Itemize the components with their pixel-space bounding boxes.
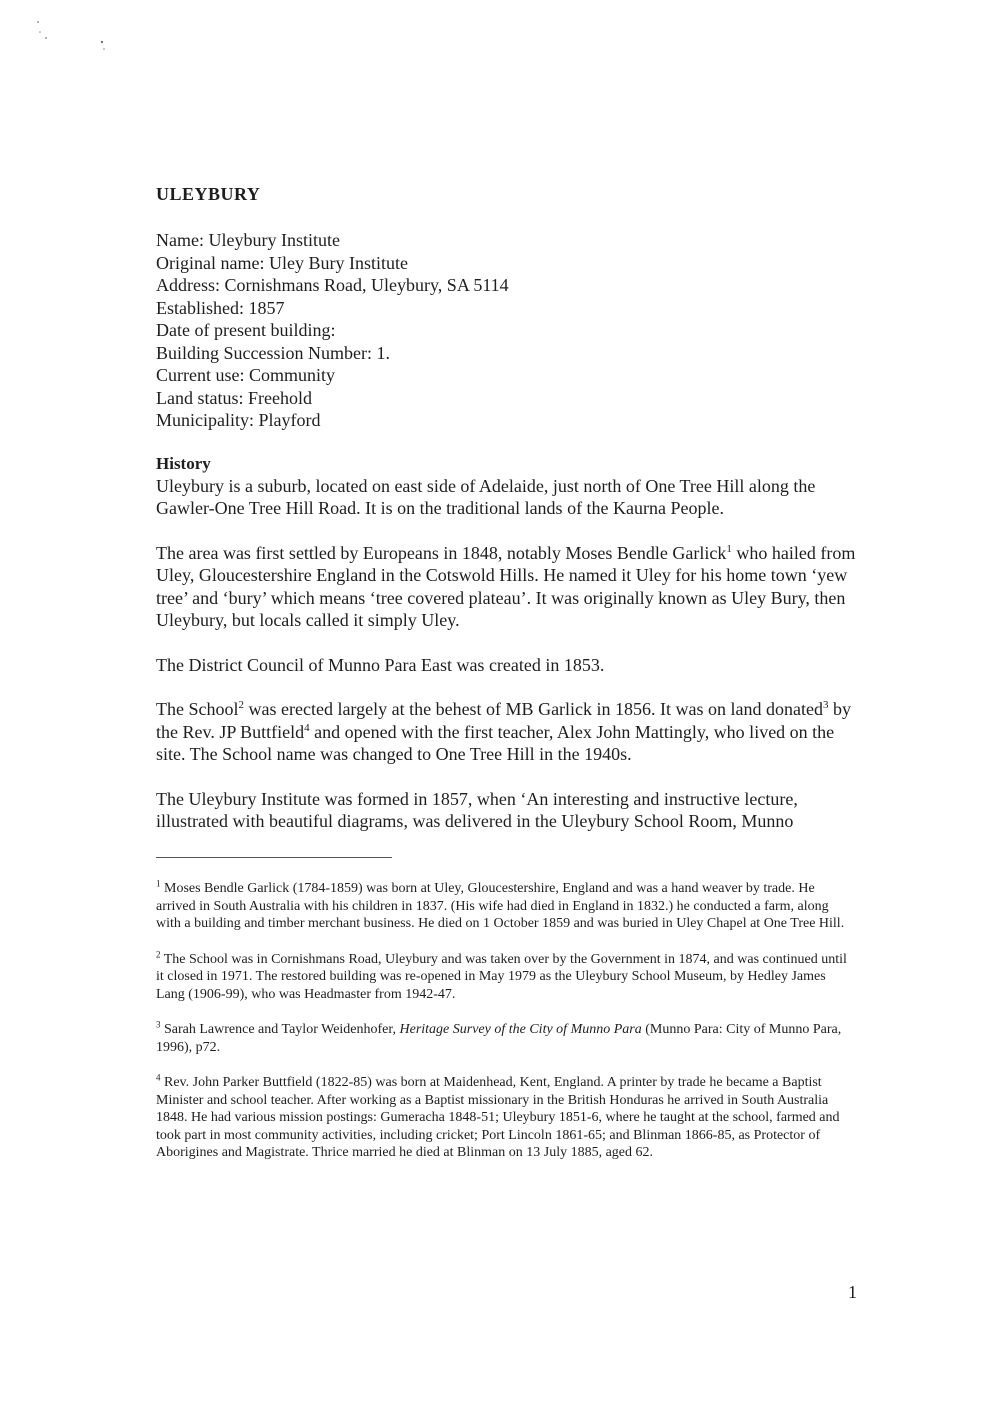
footnote-divider (156, 857, 392, 858)
footnote-number: 3 (156, 1019, 161, 1030)
paragraph-text: was erected largely at the behest of MB Garlick in 1856. It was on land donated (244, 699, 823, 719)
footnote-3 (156, 1021, 856, 1056)
footnote-ref-2[interactable]: 2 (238, 699, 244, 711)
paragraph-text: The area was first settled by Europeans in 1848, notably Moses Bendle Garlick (156, 542, 727, 563)
field-name: Name: Uleybury Institute (156, 230, 340, 250)
field-land-status: Land status: Freehold (156, 387, 312, 408)
paragraph-text: The School (156, 699, 239, 719)
footnotes (156, 880, 856, 1180)
history-paragraph-3: The District Council of Munno Para East was created in 1853. (156, 654, 605, 675)
footnote-ref-1[interactable]: 1 (726, 542, 732, 555)
history-paragraph-2 (156, 542, 856, 632)
history-paragraph-1: Uleybury is a suburb, located on east side of Adelaide, just north of One Tree Hill along the Gawler-One Tree Hill Road. It is on the traditional lands of the Kaurna People. (156, 475, 816, 518)
field-original-name: Original name: Uley Bury Institute (156, 252, 408, 273)
record-fields (156, 229, 856, 432)
footnote-text: Rev. John Parker Buttfield (1822-85) was born at Maidenhead, Kent, England. A printer by trade he became a Baptist Minister and school teacher. After working as a Baptist missionary in the British Honduras he arrived in South Australia 1848. He had various mission postings: Gumeracha 1848-51; Uleybury 1851-6, where he taught at the school, farmed and took part in most community activities, including cricket; Port Lincoln 1861-65; and Blinman 1866-85, as Protector of Aborigines and Magistrate. Thrice married he died at Blinman on 13 July 1885, aged 62. (156, 1075, 840, 1160)
scan-specks (28, 16, 118, 56)
field-date-of-present-building: Date of present building: (156, 320, 336, 340)
field-municipality: Municipality: Playford (156, 410, 321, 430)
document-title: ULEYBURY (156, 184, 261, 204)
paragraph-text: who hailed from Uley, Gloucestershire England in the Cotswold Hills. He named it Uley for his home town ‘yew tree’ and ‘bury’ which means ‘tree covered plateau’. It was originally known as Uley Bury, then Uleybury, but locals called it simply Uley. (156, 542, 856, 630)
history-paragraph-5: The Uleybury Institute was formed in 1857, when ‘An interesting and instructive lecture, illustrated with beautiful diagrams, was delivered in the Uleybury School Room, Munno (156, 788, 798, 831)
field-established: Established: 1857 (156, 297, 285, 318)
footnote-ref-4[interactable]: 4 (304, 721, 310, 734)
footnote-number: 4 (156, 1072, 161, 1083)
main-content (156, 183, 856, 855)
footnote-text: The School was in Cornishmans Road, Uleybury and was taken over by the Government in 1874, and was continued until it closed in 1971. The restored building was re-opened in May 1979 as the Uleybury School Museum, by Hedley James Lang (1906-99), who was Headmaster from 1942-47. (156, 951, 847, 1002)
footnote-number: 2 (156, 948, 161, 959)
field-address: Address: Cornishmans Road, Uleybury, SA 5114 (156, 275, 509, 295)
footnote-1 (156, 880, 856, 933)
history-paragraph-4 (156, 698, 856, 766)
field-building-succession-number: Building Succession Number: 1. (156, 342, 390, 363)
footnote-number: 1 (156, 878, 161, 889)
history-heading: History (156, 453, 211, 473)
footnote-text: Sarah Lawrence and Taylor Weidenhofer, (160, 1022, 400, 1037)
field-current-use: Current use: Community (156, 365, 335, 385)
footnote-2 (156, 948, 856, 1004)
page-number: 1 (848, 1282, 857, 1302)
footnote-text: Moses Bendle Garlick (1784-1859) was born at Uley, Gloucestershire, England and was a hand weaver by trade. He arrived in South Australia with his children in 1837. (His wife had died in England in 1832.) he conducted a farm, along with a building and timber merchant business. He died on 1 October 1859 and was buried in Uley Chapel at One Tree Hill. (156, 881, 845, 931)
footnote-ref-3[interactable]: 3 (823, 699, 829, 711)
footnote-text: (Munno Para: City of Munno Para, 1996), p72. (156, 1022, 842, 1055)
footnote-4 (156, 1074, 856, 1162)
paragraph-text: by the Rev. JP Buttfield (156, 699, 851, 742)
footnote-work-title: Heritage Survey of the City of Munno Para (399, 1022, 642, 1037)
paragraph-text: and opened with the first teacher, Alex John Mattingly, who lived on the site. The School name was changed to One Tree Hill in the 1940s. (156, 721, 835, 764)
